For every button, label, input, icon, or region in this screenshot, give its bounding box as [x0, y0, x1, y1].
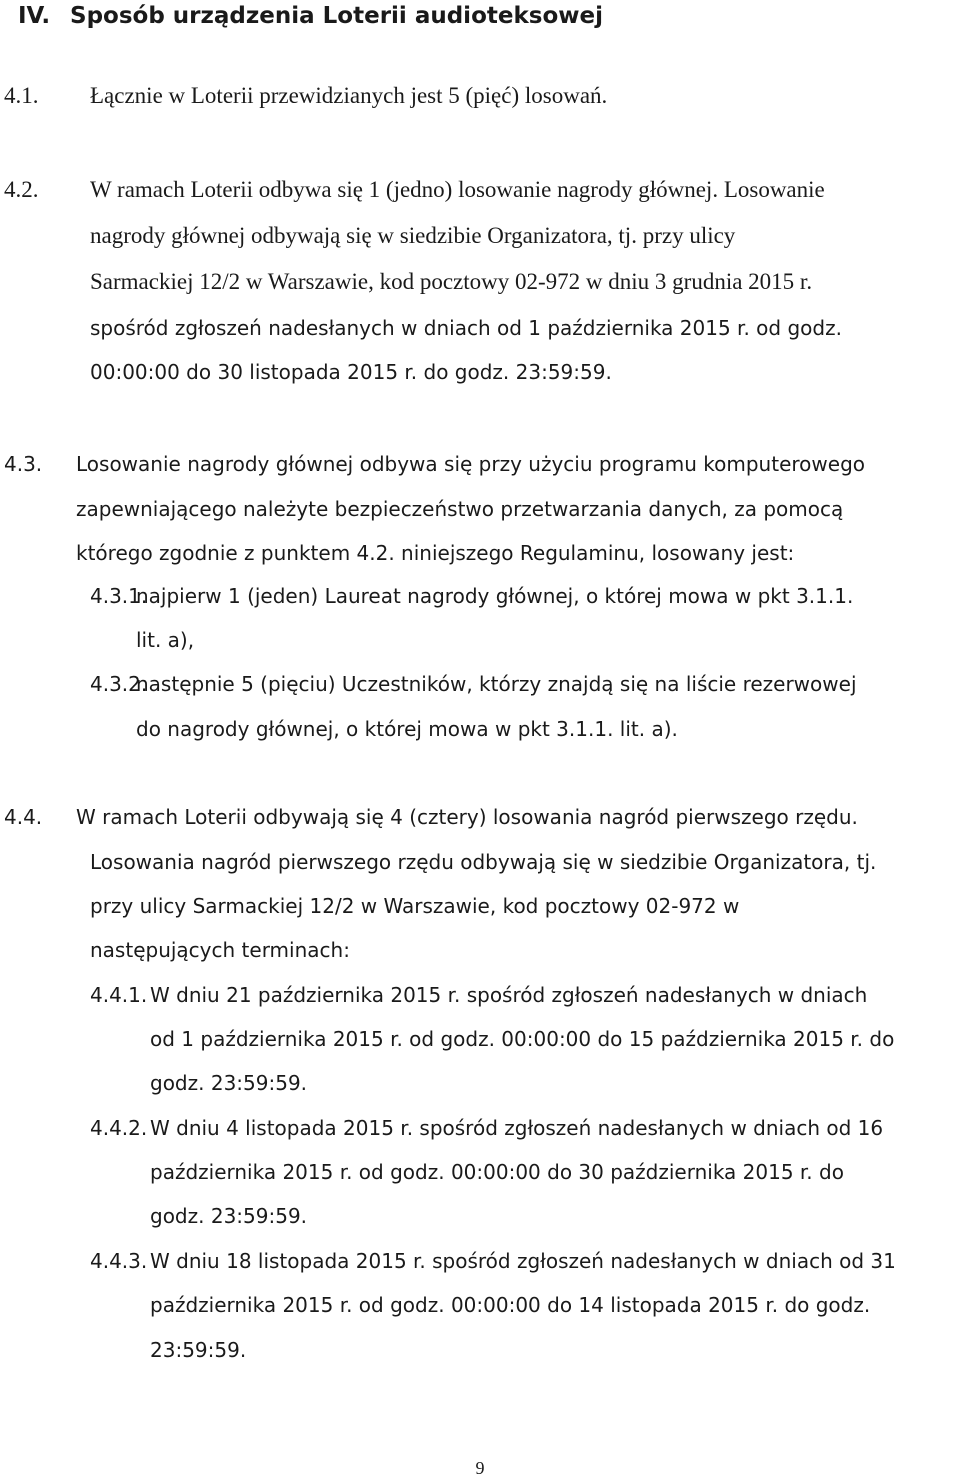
paragraph-4-2-line-1 [4, 176, 825, 204]
subpoint-number: 4.4.1. [90, 983, 148, 1007]
paragraph-4-3-line-3: którego zgodnie z punktem 4.2. niniejszego Regulaminu, losowany jest: [76, 541, 795, 565]
subpoint-number: 4.4.3. [90, 1249, 148, 1273]
subpoint-text: następnie 5 (pięciu) Uczestników, którzy znajdą się na liście rezerwowej [136, 672, 857, 696]
paragraph-4-4-line-1 [4, 803, 858, 831]
subpoint-4-3-1-line-1 [90, 582, 853, 610]
paragraph-4-2-line-4: spośród zgłoszeń nadesłanych w dniach od 1 października 2015 r. od godz. [90, 316, 842, 340]
paragraph-4-4-line-4: następujących terminach: [90, 938, 350, 962]
paragraph-text: Losowanie nagrody głównej odbywa się przy użyciu programu komputerowego [76, 452, 865, 476]
subpoint-number: 4.4.2. [90, 1116, 148, 1140]
paragraph-text: W ramach Loterii odbywa się 1 (jedno) losowanie nagrody głównej. Losowanie [90, 177, 825, 202]
paragraph-4-2-line-2: nagrody głównej odbywają się w siedzibie Organizatora, tj. przy ulicy [90, 223, 736, 248]
section-heading [18, 2, 603, 30]
paragraph-4-4-line-2: Losowania nagród pierwszego rzędu odbywają się w siedzibie Organizatora, tj. [90, 850, 877, 874]
paragraph-number: 4.3. [4, 452, 43, 476]
paragraph-4-2-line-3: Sarmackiej 12/2 w Warszawie, kod pocztowy 02-972 w dniu 3 grudnia 2015 r. [90, 269, 813, 294]
paragraph-number: 4.2. [4, 177, 39, 202]
paragraph-text: W ramach Loterii odbywają się 4 (cztery) losowania nagród pierwszego rzędu. [76, 805, 858, 829]
subpoint-text: W dniu 18 listopada 2015 r. spośród zgłoszeń nadesłanych w dniach od 31 [150, 1249, 896, 1273]
subpoint-text: najpierw 1 (jeden) Laureat nagrody głównej, o której mowa w pkt 3.1.1. [136, 584, 854, 608]
paragraph-4-3-line-2: zapewniającego należyte bezpieczeństwo przetwarzania danych, za pomocą [76, 497, 844, 521]
subpoint-number: 4.3.2. [90, 672, 148, 696]
subpoint-4-4-2-line-2: października 2015 r. od godz. 00:00:00 do 30 października 2015 r. do [150, 1160, 844, 1184]
section-title: Sposób urządzenia Loterii audioteksowej [70, 3, 603, 29]
subpoint-text: W dniu 4 listopada 2015 r. spośród zgłoszeń nadesłanych w dniach od 16 [150, 1116, 884, 1140]
subpoint-4-4-1-line-2: od 1 października 2015 r. od godz. 00:00:00 do 15 października 2015 r. do [150, 1027, 895, 1051]
paragraph-4-2-line-5: 00:00:00 do 30 listopada 2015 r. do godz. 23:59:59. [90, 360, 612, 384]
paragraph-number: 4.4. [4, 805, 43, 829]
subpoint-4-4-2-line-3: godz. 23:59:59. [150, 1204, 308, 1228]
subpoint-4-4-3-line-1 [90, 1247, 896, 1275]
subpoint-4-3-2-line-1 [90, 670, 857, 698]
subpoint-4-4-3-line-2: października 2015 r. od godz. 00:00:00 do 14 listopada 2015 r. do godz. [150, 1293, 871, 1317]
subpoint-4-3-1-line-2: lit. a), [136, 628, 195, 652]
subpoint-4-3-2-line-2: do nagrody głównej, o której mowa w pkt 3.1.1. lit. a). [136, 717, 678, 741]
page-number: 9 [475, 1458, 485, 1478]
section-number: IV. [18, 3, 51, 29]
subpoint-4-4-1-line-3: godz. 23:59:59. [150, 1071, 308, 1095]
subpoint-number: 4.3.1. [90, 584, 148, 608]
subpoint-4-4-3-line-3: 23:59:59. [150, 1338, 247, 1362]
subpoint-text: W dniu 21 października 2015 r. spośród zgłoszeń nadesłanych w dniach [150, 983, 868, 1007]
paragraph-4-3-line-1 [4, 450, 865, 478]
paragraph-4-4-line-3: przy ulicy Sarmackiej 12/2 w Warszawie, kod pocztowy 02-972 w [90, 894, 740, 918]
subpoint-4-4-2-line-1 [90, 1114, 883, 1142]
paragraph-text: Łącznie w Loterii przewidzianych jest 5 (pięć) losowań. [90, 83, 608, 108]
paragraph-4-1 [4, 82, 607, 110]
paragraph-number: 4.1. [4, 83, 39, 108]
subpoint-4-4-1-line-1 [90, 981, 867, 1009]
